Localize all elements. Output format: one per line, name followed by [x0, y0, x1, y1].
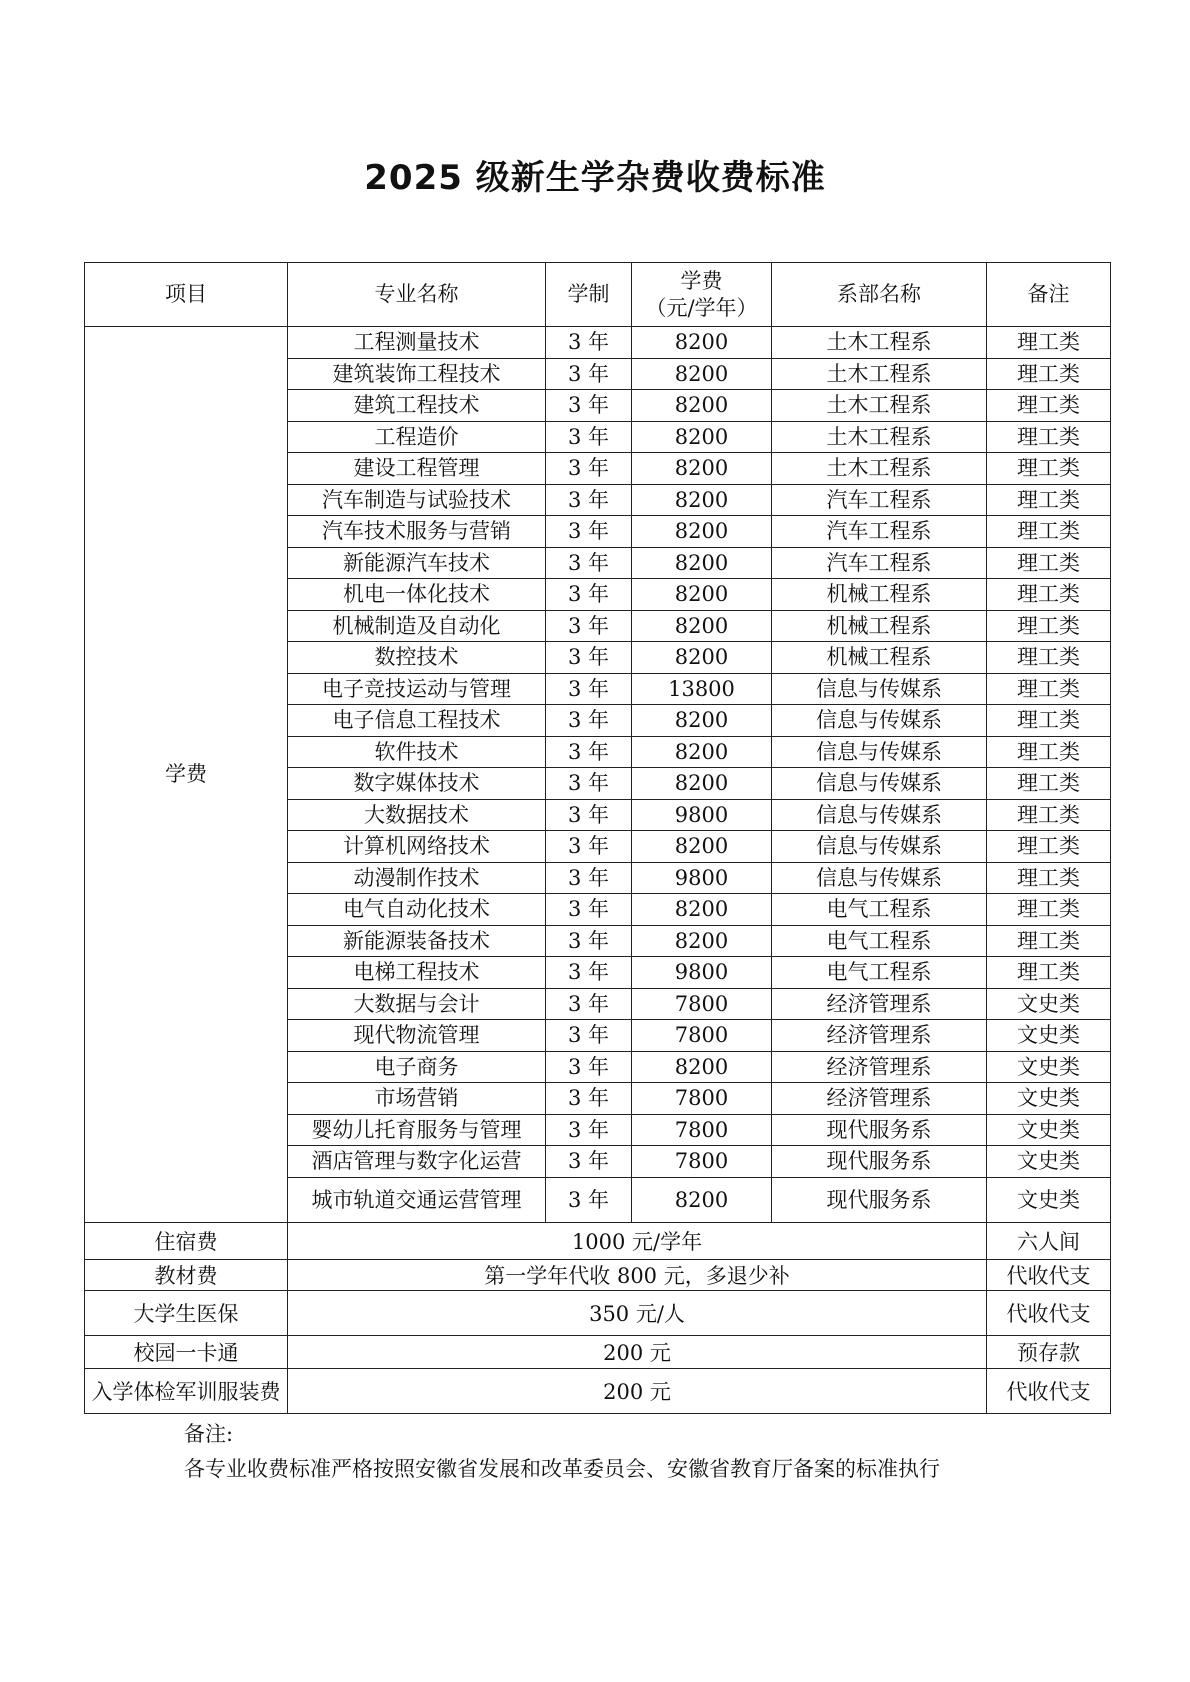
header-department: 系部名称	[772, 263, 987, 327]
other-fee-value-cell: 200 元	[288, 1368, 987, 1413]
department-cell: 经济管理系	[772, 1020, 987, 1052]
major-name-cell: 建筑工程技术	[288, 390, 546, 422]
page-title: 2025 级新生学杂费收费标准	[364, 158, 826, 198]
major-name-cell: 工程测量技术	[288, 327, 546, 359]
department-cell: 机械工程系	[772, 579, 987, 611]
duration-cell: 3 年	[546, 988, 632, 1020]
fee-cell: 8200	[632, 705, 772, 737]
department-cell: 电气工程系	[772, 894, 987, 926]
category-cell: 理工类	[987, 484, 1111, 516]
other-fee-remark-cell: 六人间	[987, 1222, 1111, 1259]
category-cell: 理工类	[987, 736, 1111, 768]
fee-cell: 8200	[632, 390, 772, 422]
category-cell: 理工类	[987, 358, 1111, 390]
department-cell: 现代服务系	[772, 1177, 987, 1222]
department-cell: 汽车工程系	[772, 516, 987, 548]
major-name-cell: 市场营销	[288, 1083, 546, 1115]
department-cell: 土木工程系	[772, 327, 987, 359]
fee-cell: 8200	[632, 610, 772, 642]
header-duration: 学制	[546, 263, 632, 327]
header-remark: 备注	[987, 263, 1111, 327]
other-fee-item-cell: 住宿费	[85, 1222, 288, 1259]
other-fee-value-cell: 350 元/人	[288, 1290, 987, 1335]
header-fee-label: 学费	[680, 268, 723, 293]
category-cell: 文史类	[987, 1146, 1111, 1178]
department-cell: 信息与传媒系	[772, 862, 987, 894]
department-cell: 电气工程系	[772, 957, 987, 989]
category-cell: 理工类	[987, 831, 1111, 863]
department-cell: 土木工程系	[772, 453, 987, 485]
category-cell: 理工类	[987, 327, 1111, 359]
other-fee-item-cell: 大学生医保	[85, 1290, 288, 1335]
fee-cell: 9800	[632, 799, 772, 831]
fee-cell: 7800	[632, 1083, 772, 1115]
category-cell: 理工类	[987, 453, 1111, 485]
duration-cell: 3 年	[546, 768, 632, 800]
department-cell: 电气工程系	[772, 925, 987, 957]
department-cell: 现代服务系	[772, 1114, 987, 1146]
fee-cell: 8200	[632, 421, 772, 453]
category-cell: 文史类	[987, 1177, 1111, 1222]
category-cell: 理工类	[987, 894, 1111, 926]
header-fee	[632, 263, 772, 327]
other-fee-row	[85, 1222, 1111, 1259]
fee-cell: 8200	[632, 768, 772, 800]
category-cell: 理工类	[987, 579, 1111, 611]
major-name-cell: 软件技术	[288, 736, 546, 768]
duration-cell: 3 年	[546, 421, 632, 453]
major-name-cell: 酒店管理与数字化运营	[288, 1146, 546, 1178]
major-name-cell: 动漫制作技术	[288, 862, 546, 894]
category-cell: 文史类	[987, 988, 1111, 1020]
fee-cell: 7800	[632, 1020, 772, 1052]
header-fee-unit: （元/学年）	[645, 295, 758, 320]
major-name-cell: 电子商务	[288, 1051, 546, 1083]
category-cell: 理工类	[987, 642, 1111, 674]
major-name-cell: 机械制造及自动化	[288, 610, 546, 642]
other-fee-remark-cell: 代收代支	[987, 1368, 1111, 1413]
category-cell: 理工类	[987, 421, 1111, 453]
fee-cell: 8200	[632, 925, 772, 957]
duration-cell: 3 年	[546, 831, 632, 863]
duration-cell: 3 年	[546, 673, 632, 705]
category-cell: 理工类	[987, 516, 1111, 548]
department-cell: 经济管理系	[772, 988, 987, 1020]
department-cell: 汽车工程系	[772, 484, 987, 516]
duration-cell: 3 年	[546, 390, 632, 422]
major-name-cell: 电梯工程技术	[288, 957, 546, 989]
fee-cell: 8200	[632, 516, 772, 548]
fee-cell: 8200	[632, 1051, 772, 1083]
duration-cell: 3 年	[546, 736, 632, 768]
duration-cell: 3 年	[546, 957, 632, 989]
table-row	[85, 327, 1111, 359]
fee-cell: 9800	[632, 957, 772, 989]
major-name-cell: 电子信息工程技术	[288, 705, 546, 737]
department-cell: 土木工程系	[772, 358, 987, 390]
category-cell: 理工类	[987, 610, 1111, 642]
duration-cell: 3 年	[546, 1083, 632, 1115]
fee-cell: 8200	[632, 579, 772, 611]
fee-cell: 8200	[632, 453, 772, 485]
major-name-cell: 电气自动化技术	[288, 894, 546, 926]
major-name-cell: 电子竞技运动与管理	[288, 673, 546, 705]
other-fee-item-cell: 教材费	[85, 1259, 288, 1290]
fee-cell: 8200	[632, 358, 772, 390]
duration-cell: 3 年	[546, 642, 632, 674]
major-name-cell: 大数据技术	[288, 799, 546, 831]
table-header-row	[85, 263, 1111, 327]
duration-cell: 3 年	[546, 358, 632, 390]
department-cell: 信息与传媒系	[772, 768, 987, 800]
duration-cell: 3 年	[546, 1114, 632, 1146]
major-name-cell: 城市轨道交通运营管理	[288, 1177, 546, 1222]
duration-cell: 3 年	[546, 516, 632, 548]
fee-cell: 7800	[632, 1146, 772, 1178]
category-cell: 理工类	[987, 673, 1111, 705]
department-cell: 信息与传媒系	[772, 831, 987, 863]
duration-cell: 3 年	[546, 547, 632, 579]
major-name-cell: 计算机网络技术	[288, 831, 546, 863]
category-cell: 理工类	[987, 768, 1111, 800]
fee-cell: 8200	[632, 736, 772, 768]
department-cell: 机械工程系	[772, 610, 987, 642]
department-cell: 机械工程系	[772, 642, 987, 674]
major-name-cell: 汽车制造与试验技术	[288, 484, 546, 516]
major-name-cell: 数控技术	[288, 642, 546, 674]
major-name-cell: 现代物流管理	[288, 1020, 546, 1052]
duration-cell: 3 年	[546, 862, 632, 894]
department-cell: 土木工程系	[772, 421, 987, 453]
other-fee-row	[85, 1259, 1111, 1290]
notes-text: 各专业收费标准严格按照安徽省发展和改革委员会、安徽省教育厅备案的标准执行	[184, 1457, 940, 1481]
duration-cell: 3 年	[546, 484, 632, 516]
department-cell: 土木工程系	[772, 390, 987, 422]
department-cell: 现代服务系	[772, 1146, 987, 1178]
header-major: 专业名称	[288, 263, 546, 327]
duration-cell: 3 年	[546, 1020, 632, 1052]
department-cell: 信息与传媒系	[772, 673, 987, 705]
fee-cell: 8200	[632, 547, 772, 579]
department-cell: 经济管理系	[772, 1051, 987, 1083]
category-cell: 理工类	[987, 862, 1111, 894]
other-fee-remark-cell: 预存款	[987, 1335, 1111, 1368]
category-cell: 文史类	[987, 1051, 1111, 1083]
other-fee-row	[85, 1335, 1111, 1368]
other-fee-row	[85, 1368, 1111, 1413]
fee-cell: 8200	[632, 642, 772, 674]
major-name-cell: 工程造价	[288, 421, 546, 453]
major-name-cell: 机电一体化技术	[288, 579, 546, 611]
department-cell: 经济管理系	[772, 1083, 987, 1115]
fee-cell: 8200	[632, 484, 772, 516]
other-fee-value-cell: 1000 元/学年	[288, 1222, 987, 1259]
fee-cell: 9800	[632, 862, 772, 894]
category-cell: 理工类	[987, 390, 1111, 422]
category-cell: 文史类	[987, 1114, 1111, 1146]
fee-cell: 8200	[632, 894, 772, 926]
notes-label: 备注:	[184, 1422, 234, 1446]
category-cell: 理工类	[987, 799, 1111, 831]
major-name-cell: 大数据与会计	[288, 988, 546, 1020]
other-fee-remark-cell: 代收代支	[987, 1259, 1111, 1290]
major-name-cell: 数字媒体技术	[288, 768, 546, 800]
major-name-cell: 新能源装备技术	[288, 925, 546, 957]
category-cell: 理工类	[987, 957, 1111, 989]
major-name-cell: 婴幼儿托育服务与管理	[288, 1114, 546, 1146]
other-fee-item-cell: 校园一卡通	[85, 1335, 288, 1368]
other-fee-item-cell: 入学体检军训服装费	[85, 1368, 288, 1413]
notes	[184, 1417, 940, 1487]
tuition-item-cell: 学费	[85, 327, 288, 1223]
other-fee-value-cell: 200 元	[288, 1335, 987, 1368]
duration-cell: 3 年	[546, 610, 632, 642]
fee-cell: 8200	[632, 327, 772, 359]
fee-table	[84, 262, 1111, 1414]
other-fee-remark-cell: 代收代支	[987, 1290, 1111, 1335]
department-cell: 信息与传媒系	[772, 736, 987, 768]
category-cell: 理工类	[987, 705, 1111, 737]
fee-cell: 7800	[632, 988, 772, 1020]
duration-cell: 3 年	[546, 453, 632, 485]
category-cell: 理工类	[987, 547, 1111, 579]
duration-cell: 3 年	[546, 1146, 632, 1178]
duration-cell: 3 年	[546, 925, 632, 957]
department-cell: 信息与传媒系	[772, 705, 987, 737]
fee-cell: 13800	[632, 673, 772, 705]
other-fee-value-cell: 第一学年代收 800 元，多退少补	[288, 1259, 987, 1290]
duration-cell: 3 年	[546, 1051, 632, 1083]
duration-cell: 3 年	[546, 799, 632, 831]
category-cell: 文史类	[987, 1020, 1111, 1052]
major-name-cell: 新能源汽车技术	[288, 547, 546, 579]
header-item: 项目	[85, 263, 288, 327]
fee-cell: 8200	[632, 1177, 772, 1222]
major-name-cell: 汽车技术服务与营销	[288, 516, 546, 548]
duration-cell: 3 年	[546, 1177, 632, 1222]
duration-cell: 3 年	[546, 579, 632, 611]
major-name-cell: 建筑装饰工程技术	[288, 358, 546, 390]
department-cell: 汽车工程系	[772, 547, 987, 579]
other-fee-row	[85, 1290, 1111, 1335]
major-name-cell: 建设工程管理	[288, 453, 546, 485]
duration-cell: 3 年	[546, 894, 632, 926]
duration-cell: 3 年	[546, 327, 632, 359]
duration-cell: 3 年	[546, 705, 632, 737]
department-cell: 信息与传媒系	[772, 799, 987, 831]
fee-cell: 7800	[632, 1114, 772, 1146]
fee-cell: 8200	[632, 831, 772, 863]
category-cell: 文史类	[987, 1083, 1111, 1115]
category-cell: 理工类	[987, 925, 1111, 957]
